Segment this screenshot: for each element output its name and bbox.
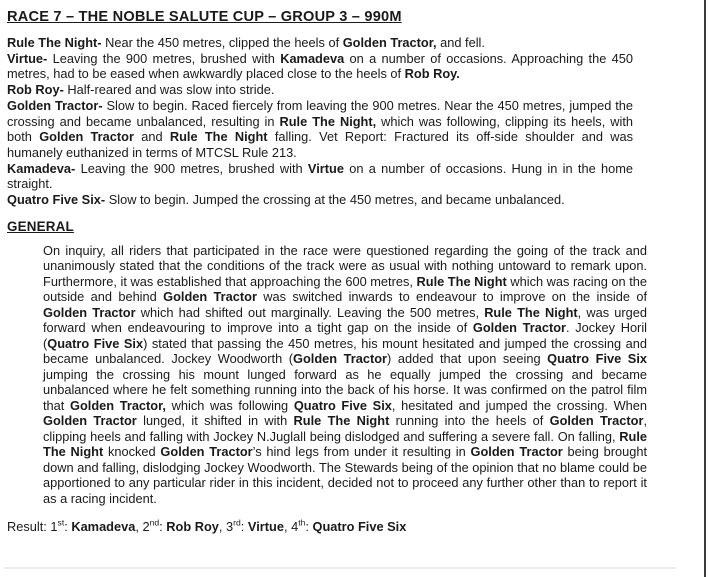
race-title: RACE 7 – THE NOBLE SALUTE CUP – GROUP 3 – 990M	[7, 9, 402, 25]
horse-report-virtue: Virtue- Leaving the 900 metres, brushed with Kamadeva on a number of occasions. Approaching the 450 metres, had to be eased when awkwardly placed close to the heels of Rob Roy.	[7, 50, 633, 82]
horse-report-rob-roy: Rob Roy- Half-reared and was slow into stride.	[7, 82, 275, 98]
page-edge-line	[704, 0, 706, 577]
general-inquiry-paragraph: On inquiry, all riders that participated in the race were questioned regarding the going of the track and unanimously stated that the conditions of the track were as usual with nothing untoward to remark upon. Furthermore, it was established that approaching the 600 metres, Rule The Night which was racing on the outside and behind Golden Tractor was switched inwards to endeavour to improve on the inside of Golden Tractor which had shifted out marginally. Leaving the 500 metres, Rule The Night, was urged forward when endeavouring to improve into a tight gap on the inside of Golden Tractor. Jockey Horil (Quatro Five Six) stated that passing the 450 metres, his mount hesitated and jumped the crossing and became unbalanced. Jockey Woodworth (Golden Tractor) added that upon seeing Quatro Five Six jumping the crossing his mount lunged forward as he equally jumped the crossing and became unbalanced where he felt something running into the back of his horse. It was confirmed on the patrol film that Golden Tractor, which was following Quatro Five Six, hesitated and jumped the crossing. When Golden Tractor lunged, it shifted in with Rule The Night running into the heels of Golden Tractor, clipping heels and falling with Jockey N.Juglall being dislodged and suffering a severe fall. On falling, Rule The Night knocked Golden Tractor’s hind legs from under it resulting in Golden Tractor being brought down and falling, dislodging Jockey Woodworth. The Stewards being of the opinion that no blame could be apportioned to any particular rider in this incident, decided not to proceed any further other than to report it as a racing incident.	[43, 242, 648, 506]
scan-artifact-line	[4, 567, 676, 569]
race-result-line: Result: 1st: Kamadeva, 2nd: Rob Roy, 3rd: Virtue, 4th: Quatro Five Six	[7, 517, 407, 535]
horse-report-golden-tractor: Golden Tractor- Slow to begin. Raced fiercely from leaving the 900 metres. Near the 450 metres, jumped the crossing and became unbalanced, resulting in Rule The Night, which was following, clipping its heels, with both Golden Tractor and Rule The Night falling. Vet Report: Fractured its off-side shoulder and was humanely euthanized in terms of MTCSL Rule 213.	[7, 97, 634, 160]
horse-report-rule-the-night: Rule The Night- Near the 450 metres, clipped the heels of Golden Tractor, and fell.	[7, 35, 485, 50]
horse-report-quatro-five-six: Quatro Five Six- Slow to begin. Jumped the crossing at the 450 metres, and became unbalanced.	[7, 192, 565, 208]
general-heading: GENERAL	[7, 218, 74, 234]
horse-report-kamadeva: Kamadeva- Leaving the 900 metres, brushed with Virtue on a number of occasions. Hung in in the home straight.	[7, 160, 633, 192]
horse-reports-section	[7, 35, 633, 208]
